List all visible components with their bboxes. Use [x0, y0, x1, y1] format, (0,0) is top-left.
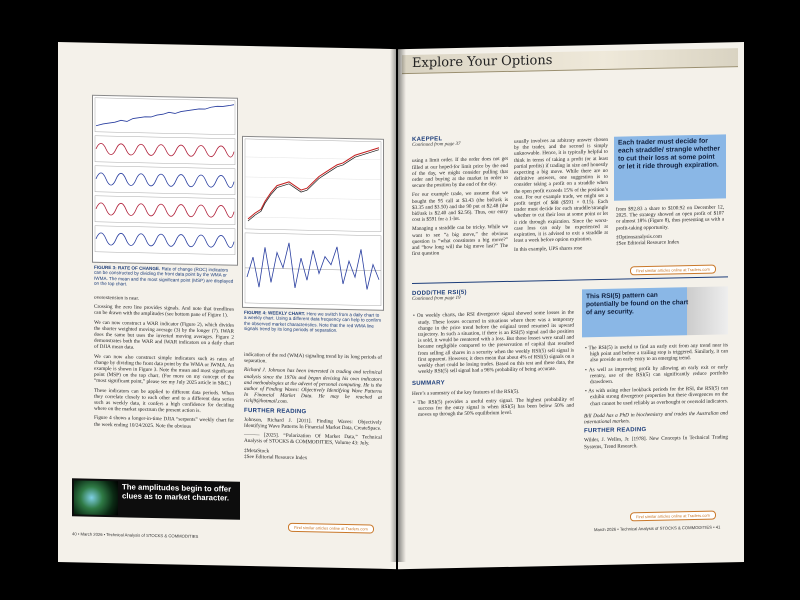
figure-3-caption [94, 265, 234, 290]
reference: Wilder, J. Welles, Jr. [1978]. New Concepts In Technical Trading Systems, Trend Research. [584, 434, 728, 450]
dodd-pull-quote-text: This RSI(5) pattern can potentially be found on the chart of any security. [586, 291, 689, 316]
paragraph: These indicators can be applied to different data periods. When they correlate closely to each other and to a different data series such as weekly data, it confers a high confidence for deciding where on the market spectrum the present action is. [94, 387, 234, 415]
paragraph: Here’s a summary of the key features of the RSI(5). [412, 388, 520, 397]
right-page-footer: March 2026 • Technical Analysis of STOCKS & COMMODITIES • 41 [594, 524, 721, 533]
paragraph: Figure 4 shows a longer-in-time DJIA “serpents” weekly chart for the week ending 10/24/2025. Note the obvious [94, 415, 234, 430]
dodd-pull-quote-box [582, 286, 728, 337]
traders-com-link[interactable]: Find similar articles online at Traders.com [288, 523, 374, 534]
dodd-continued: Continued from page 19 [412, 296, 461, 303]
fig3-pane-price [95, 98, 235, 135]
credit-line: ‡See Editorial Resource Index [244, 453, 308, 462]
spine-shadow [390, 42, 406, 562]
paragraph: from $92.83 a share to $100.92 on December 12, 2025. The strategy showed an open profit of $107 or almost 18% (Figure 8), thus presenting us with a profit-taking opportunity. [616, 204, 724, 232]
figure-3-caption-label: FIGURE 3: RATE OF CHANGE. [94, 264, 161, 272]
figure-4-caption-text: Here we switch from a daily chart to a weekly chart. Using a different data frequency can help to confirm the observed market characteristics. Note that the red WMA line signals trend by its long periods of separation. [244, 311, 382, 334]
kaeppel-col-1 [412, 135, 508, 260]
paragraph: For our example trade, we assume that we bought the 95 call at $3.43 (the bid/ask is $3.35 and $3.50) and the 90 put at $2.48 (the bid/ask is $2.40 and $2.56). Thus, our entry cost is $591 for a 1-lot. [412, 190, 508, 224]
paragraph: indication of the red (WMA) signaling trend by its long periods of separation. [244, 351, 382, 365]
paragraph: Managing a straddle can be tricky. While we want to see “a big move,” the obvious question is “what constitutes a big move?” and “how long will the big move last?” The first question [412, 224, 508, 258]
paragraph: Crossing the zero line provides signals. And note that trendlines can be drawn with the amplitudes (see bottom pane of Figure 1). [94, 303, 234, 319]
kaeppel-heading: KAEPPEL [412, 136, 443, 143]
kaeppel-col-3 [616, 204, 724, 249]
paragraph: usually involves an arbitrary answer chosen by the trader, and the second is simply unknowable. Hence, it is typically helpful to think in terms of taking a profit (or at least partial profits) if trading in size and honestly expecting a big move. While there are no definitive answers, one suggestion is to consider taking a profit on a straddle when the open profit exceeds 15% of the position’s cost. For our example trade, we might set a profit target of $88 ($591 × 0.15). Each trader must decide for each straddle/strangle whether to cut their loss at some point or let it ride through expiration. Since the worst-case loss can only be experienced at expiration, it is advised to exit a straddle at least a week before option expiration. [514, 136, 608, 245]
pull-quote-box [72, 478, 240, 520]
figure-3-svg [93, 96, 237, 265]
further-reading-heading: FURTHER READING [584, 427, 647, 435]
bullet-text: The RSI(5) is useful to find an early exit from any trend near its high point and before a trailing stop is triggered. Similarly, it can also provide an early entry to an emerging trend. [588, 342, 728, 364]
bullet-text: As with using other lookback periods for the RSI, the RSI(5) can exhibit strong divergence properties but these divergences on the chart cannot be used reliably as overbought or oversold indicators. [588, 385, 729, 407]
bullet-item: • On weekly charts, the RSI divergence signal showed some losses in the study. These losses occurred in situations where there was a temporary change in the price trend before the original trend resumed its upward trajectory. In such a situation, if there is an RSI(5) signal and the position is sold, it would be reentered with a loss. But those losses were small and became negligible compared to the preservation of capital that resulted from selling all shares in a security when the weekly RSI(5) sell signal is first apparent. However, it does mean that about 4% of RSI(5) signals on a weekly chart could be losing trades. Based on this test and these data, the weekly RSI(5) sell signal had a 96% probability of being accurate. [413, 309, 574, 376]
dodd-heading: DODD/THE RSI(5) [412, 289, 467, 297]
dodd-col-2 [584, 342, 728, 453]
figure-4-caption [244, 310, 382, 335]
left-page-footer: 40 • March 2026 • Technical Analysis of STOCKS & COMMODITIES [72, 531, 199, 539]
banner-title: Explore Your Options [412, 53, 553, 71]
kaeppel-col-2 [514, 137, 608, 257]
traders-com-link[interactable]: Find similar articles online at Traders.com [630, 265, 716, 276]
author-bio: Richard J. Johnson has been interested in trading and technical analysis since the 1970s and began devising his own indicators and methodologies at the advent of personal computing. He is the author of Finding Waves: Objectively Identifying Wave Patterns In Financial Market Data. He may be reached at rickj9@hotmail.com. [244, 367, 382, 406]
pull-quote-text: The amplitudes begin to offer clues as to market character. [122, 482, 232, 503]
fig3-pane-roc2 [95, 166, 235, 195]
left-article-col-2 [244, 352, 382, 466]
paragraph: We can now construct a WAR indicator (Figure 2), which divides the shorter weighted moving average (3) by the longer (7). IWAR does the same but uses the inverted moving averages. Figure 2 demonstrates both the WAR and IWAR indicators on a daily chart of DJIA mean data. [94, 319, 234, 352]
paragraph: overextension is near. [94, 294, 140, 302]
reference: Johnson, Richard J. [2011]. Finding Waves: Objectively Identifying Wave Patterns In Financial Market Data, CreateSpace. [244, 416, 382, 432]
figure-3-chart [92, 95, 238, 266]
dodd-col-1 [412, 288, 574, 422]
kaeppel-pull-quote-text: Each trader must decide for each straddle/ strangle whether to cut their loss at some point or let it ride through expiration. [618, 137, 720, 171]
left-page [58, 42, 396, 569]
author-bio: Bill Dodd has a PhD in biochemistry and trades the Australian and international markets. [584, 410, 728, 426]
bullet-text: As well as improving profit by allowing an early exit or early reentry, use of the RSI(5) can significantly reduce portfolio drawdown. [588, 363, 729, 386]
credit-line: ‡Optionsanalysis.com [616, 233, 662, 241]
pull-quote-image [74, 480, 118, 515]
kaeppel-pull-quote-box [614, 134, 726, 200]
credit-line: ‡See Editorial Resource Index [616, 239, 680, 247]
bullet-item: • The RSI(5) is useful to find an early exit from any trend near its high point and before a trailing stop is triggered. Similarly, it can also provide an early entry to an emerging trend. [585, 342, 728, 364]
reference: ——— [2025]. “Polarization Of Market Data,” Technical Analysis of STOCKS & COMMODITIES, Volume 43: July. [244, 432, 382, 447]
right-page [398, 42, 744, 569]
bullet-text: The RSI(5) provides a useful entry signal. The highest probability of success for the entry signal is when RSI(5) has been below 50% and moves up through the 50% equilibrium level. [417, 396, 574, 419]
figure-4-caption-label: FIGURE 4: WEEKLY CHART. [244, 309, 306, 317]
fig3-pane-roc4 [95, 226, 235, 255]
bullet-item: • As well as improving profit by allowing an early exit or early reentry, use of the RSI(5) can significantly reduce portfolio drawdown. [585, 363, 729, 386]
bullet-item: • As with using other lookback periods for the RSI, the RSI(5) can exhibit strong divergence properties but these divergences on the chart cannot be used reliably as overbought or oversold indicators. [585, 385, 729, 407]
credit-line: ‡MetaStock [244, 447, 270, 455]
section-banner [402, 48, 738, 74]
traders-com-link[interactable]: Find similar articles online at Traders.com [630, 511, 716, 522]
magazine-spread [58, 42, 744, 562]
fig4-pane-price [245, 139, 381, 232]
kaeppel-continued: Continued from page 37 [412, 142, 461, 149]
summary-heading: SUMMARY [412, 380, 445, 388]
section-divider [412, 276, 728, 284]
paragraph: using a limit order. If the order does not get filled at our hoped-for limit price by the end of the day, we might consider pulling that order and buying at the market in order to secure the position by the end of the day. [412, 156, 508, 190]
paragraph: We can now also construct simple indicators such as rates of change by dividing the front data point by the WMA or IWMA. An example is shown in Figure 3. Note the mean and most significant point (MSP) on the top chart. (For more on my concept of the “most significant point,” please see my July 2025 article in S&C.) [94, 353, 234, 388]
fig3-pane-roc1 [95, 136, 235, 165]
further-reading-heading: FURTHER READING [244, 407, 307, 415]
figure-4-chart [242, 136, 384, 311]
left-article-col-1 [94, 295, 234, 434]
figure-4-svg [243, 137, 383, 310]
fig3-pane-roc3 [95, 196, 235, 225]
bullet-text: On weekly charts, the RSI divergence signal showed some losses in the study. These losses occurred in situations where there was a temporary change in the price trend before the original trend resumed its upward trajectory. In such a situation, if there is an RSI(5) signal and the position is sold, it would be reentered with a loss. But those losses were small and became negligible compared to the preservation of capital that resulted from selling all shares in a security when the weekly RSI(5) sell signal is first apparent. However, it does mean that about 4% of RSI(5) signals on a weekly chart could be losing trades. Based on this test and these data, the weekly RSI(5) sell signal had a 96% probability of being accurate. [416, 309, 574, 376]
bullet-item: • The RSI(5) provides a useful entry signal. The highest probability of success for the entry signal is when RSI(5) has been below 50% and moves up through the 50% equilibrium level. [413, 396, 574, 419]
paragraph: In this example, UPS shares rose [514, 245, 583, 254]
figure-3-caption-text: Rate of change (ROC) indicators can be constructed by dividing the front data point by the WMA or IWMA. The mean and the most significant point (MSP) are displayed on the top chart. [94, 266, 234, 287]
